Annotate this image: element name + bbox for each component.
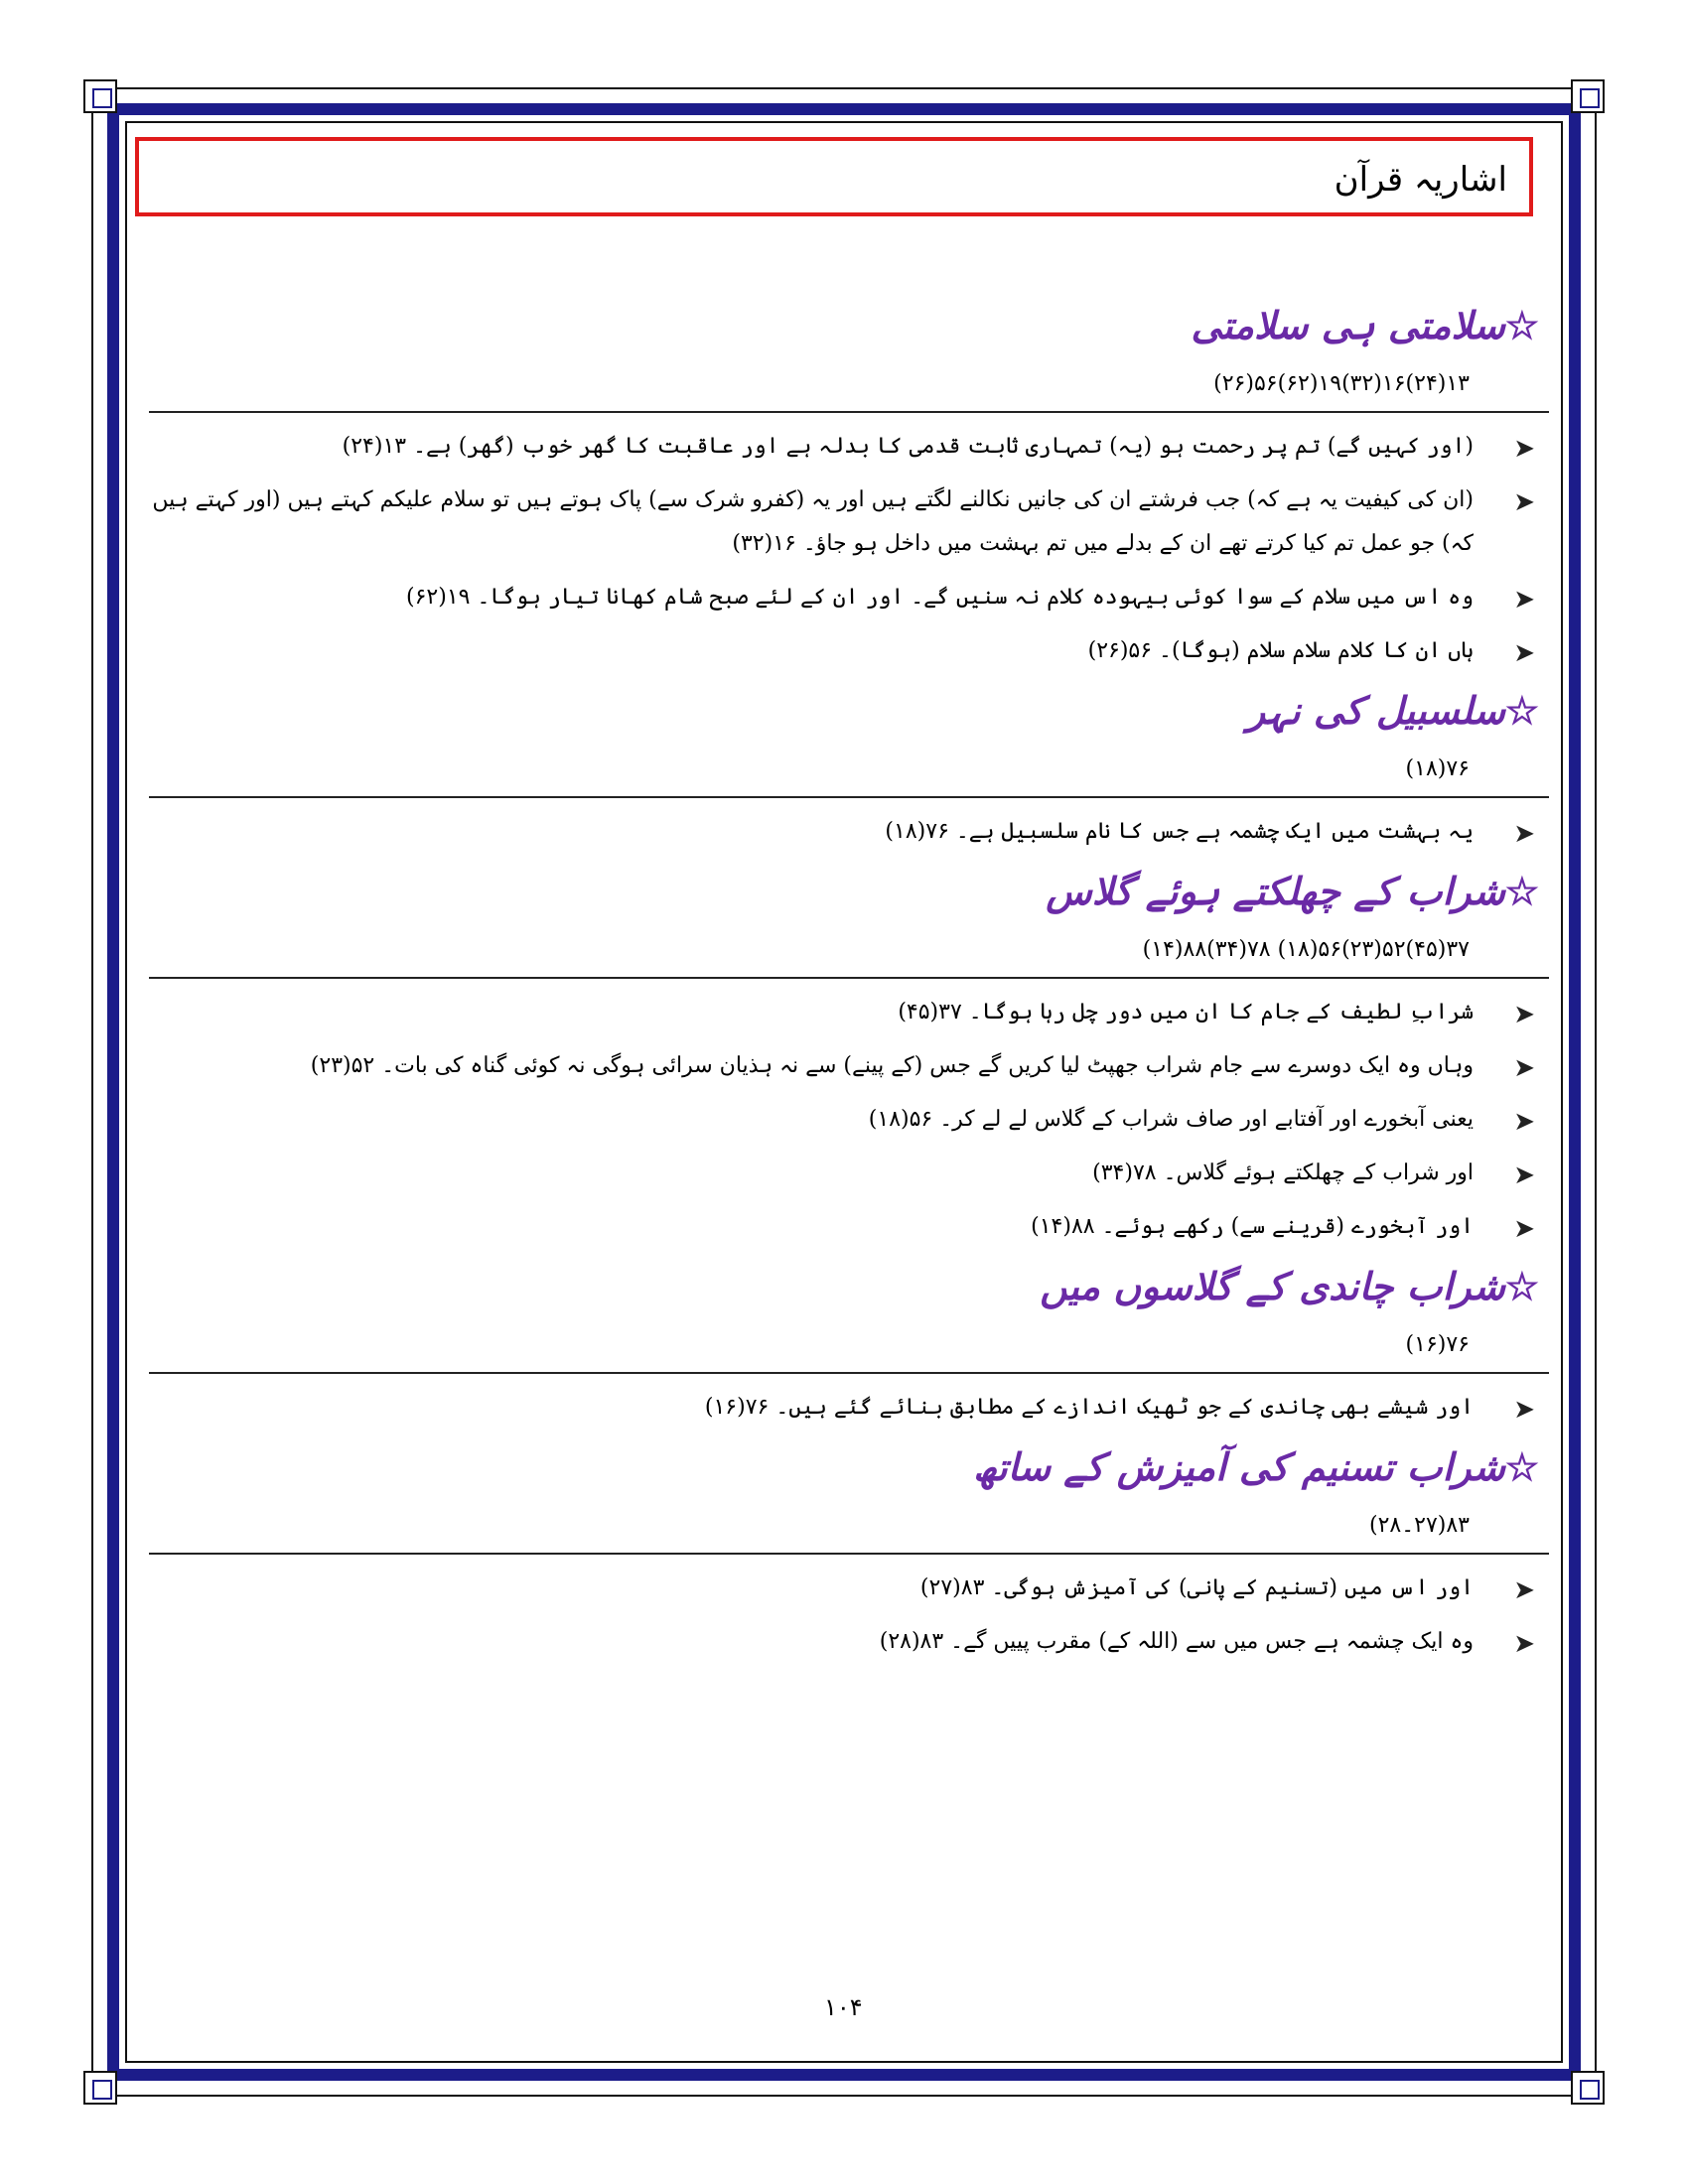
arrow-bullet-icon: ➤ [1513, 1053, 1535, 1083]
arrow-bullet-icon: ➤ [1513, 1107, 1535, 1137]
list-item: ➤ (ان کی کیفیت یہ ہے کہ) جب فرشتے ان کی جانیں نکالنے لگتے ہیں اور یہ (کفرو شرک سے) پاک ہوتے ہیں تو سلام علیکم کہتے ہیں (اور کہتے ہیں کہ) جو عمل تم کیا کرتے تھے ان کے بدلے میں تم بہشت میں داخل ہو جاؤ۔ ۱۶(۳۲) [149, 478, 1549, 566]
corner-ornament-top-right [1571, 79, 1605, 113]
section-tasneem [149, 1439, 1549, 1664]
section-refs: ۷۶(۱۶) [1405, 1332, 1470, 1357]
list-item: ➤ ہاں ان کا کلام سلام سلام (ہوگا)۔ ۵۶(۲۶) [149, 629, 1549, 673]
section-title: ☆سلامتی ہی سلامتی [1191, 303, 1539, 347]
arrow-bullet-icon: ➤ [1513, 638, 1535, 668]
arrow-bullet-icon: ➤ [1513, 1395, 1535, 1425]
section-refs: ۱۳(۲۴)۱۶(۳۲)۱۹(۶۲)۵۶(۲۶) [1213, 371, 1470, 396]
corner-ornament-bottom-right [1571, 2071, 1605, 2105]
section-title: ☆سلسبیل کی نہر [1246, 688, 1539, 733]
divider [149, 1553, 1549, 1555]
arrow-bullet-icon: ➤ [1513, 487, 1535, 517]
arrow-bullet-icon: ➤ [1513, 1000, 1535, 1029]
list-item: ➤ (اور کہیں گے) تم پر رحمت ہو (یہ) تمہاری ثابت قدمی کا بدلہ ہے اور عاقبت کا گھر خوب (گھر) ہے۔ ۱۳(۲۴) [149, 425, 1549, 469]
star-icon: ☆ [1504, 303, 1539, 347]
divider [149, 1372, 1549, 1374]
section-salamati [149, 298, 1549, 673]
section-silver-glasses [149, 1259, 1549, 1430]
star-icon: ☆ [1504, 1444, 1539, 1489]
arrow-bullet-icon: ➤ [1513, 1160, 1535, 1190]
corner-ornament-bottom-left [83, 2071, 117, 2105]
divider [149, 411, 1549, 413]
page-number: ۱۰۴ [824, 1993, 863, 2021]
list-item: ➤ اور شیشے بھی چاندی کے جو ٹھیک اندازے کے مطابق بنائے گئے ہیں۔ ۷۶(۱۶) [149, 1386, 1549, 1430]
list-item: ➤ اور شراب کے چھلکتے ہوئے گلاس۔ ۷۸(۳۴) [149, 1152, 1549, 1195]
star-icon: ☆ [1504, 1264, 1539, 1308]
verse-list [149, 1386, 1549, 1430]
verse-list [149, 425, 1549, 673]
header-box [135, 137, 1533, 216]
index-content [149, 298, 1549, 1674]
list-item: ➤ وہ اس میں سلام کے سوا کوئی بیہودہ کلام نہ سنیں گے۔ اور ان کے لئے صبح شام کھانا تیار ہوگا۔ ۱۹(۶۲) [149, 576, 1549, 619]
arrow-bullet-icon: ➤ [1513, 434, 1535, 464]
list-item: ➤ اور اس میں (تسنیم کے پانی) کی آمیزش ہوگی۔ ۸۳(۲۷) [149, 1567, 1549, 1610]
list-item: ➤ شرابِ لطیف کے جام کا ان میں دور چل رہا ہوگا۔ ۳۷(۴۵) [149, 991, 1549, 1034]
verse-list [149, 810, 1549, 854]
section-refs: ۸۳(۲۷۔۲۸) [1369, 1513, 1470, 1538]
arrow-bullet-icon: ➤ [1513, 585, 1535, 614]
verse-list [149, 991, 1549, 1249]
section-refs: ۷۶(۱۸) [1405, 756, 1470, 781]
section-sharab-glass [149, 864, 1549, 1249]
list-item: ➤ وہ ایک چشمہ ہے جس میں سے (اللہ کے) مقرب پییں گے۔ ۸۳(۲۸) [149, 1620, 1549, 1664]
header-title: اشاریہ قرآن [1334, 160, 1507, 200]
corner-ornament-top-left [83, 79, 117, 113]
section-title: ☆شراب تسنیم کی آمیزش کے ساتھ [973, 1444, 1539, 1489]
divider [149, 796, 1549, 798]
list-item: ➤ وہاں وہ ایک دوسرے سے جام شراب جھپٹ لیا کریں گے جس (کے پینے) سے نہ ہذیان سرائی ہوگی نہ کوئی گناہ کی بات۔ ۵۲(۲۳) [149, 1044, 1549, 1088]
section-salsabeel [149, 683, 1549, 854]
list-item: ➤ یعنی آبخورے اور آفتابے اور صاف شراب کے گلاس لے لے کر۔ ۵۶(۱۸) [149, 1098, 1549, 1142]
section-title: ☆شراب چاندی کے گلاسوں میں [1040, 1264, 1539, 1308]
divider [149, 977, 1549, 979]
list-item: ➤ اور آبخورے (قرینے سے) رکھے ہوئے۔ ۸۸(۱۴) [149, 1205, 1549, 1249]
list-item: ➤ یہ بہشت میں ایک چشمہ ہے جس کا نام سلسبیل ہے۔ ۷۶(۱۸) [149, 810, 1549, 854]
verse-list [149, 1567, 1549, 1664]
arrow-bullet-icon: ➤ [1513, 1575, 1535, 1605]
section-title: ☆شراب کے چھلکتے ہوئے گلاس [1046, 869, 1539, 913]
star-icon: ☆ [1504, 869, 1539, 913]
arrow-bullet-icon: ➤ [1513, 819, 1535, 849]
arrow-bullet-icon: ➤ [1513, 1214, 1535, 1244]
arrow-bullet-icon: ➤ [1513, 1629, 1535, 1659]
section-refs: ۳۷(۴۵)۵۲(۲۳)۵۶(۱۸) ۷۸(۳۴)۸۸(۱۴) [1142, 937, 1470, 962]
star-icon: ☆ [1504, 688, 1539, 733]
